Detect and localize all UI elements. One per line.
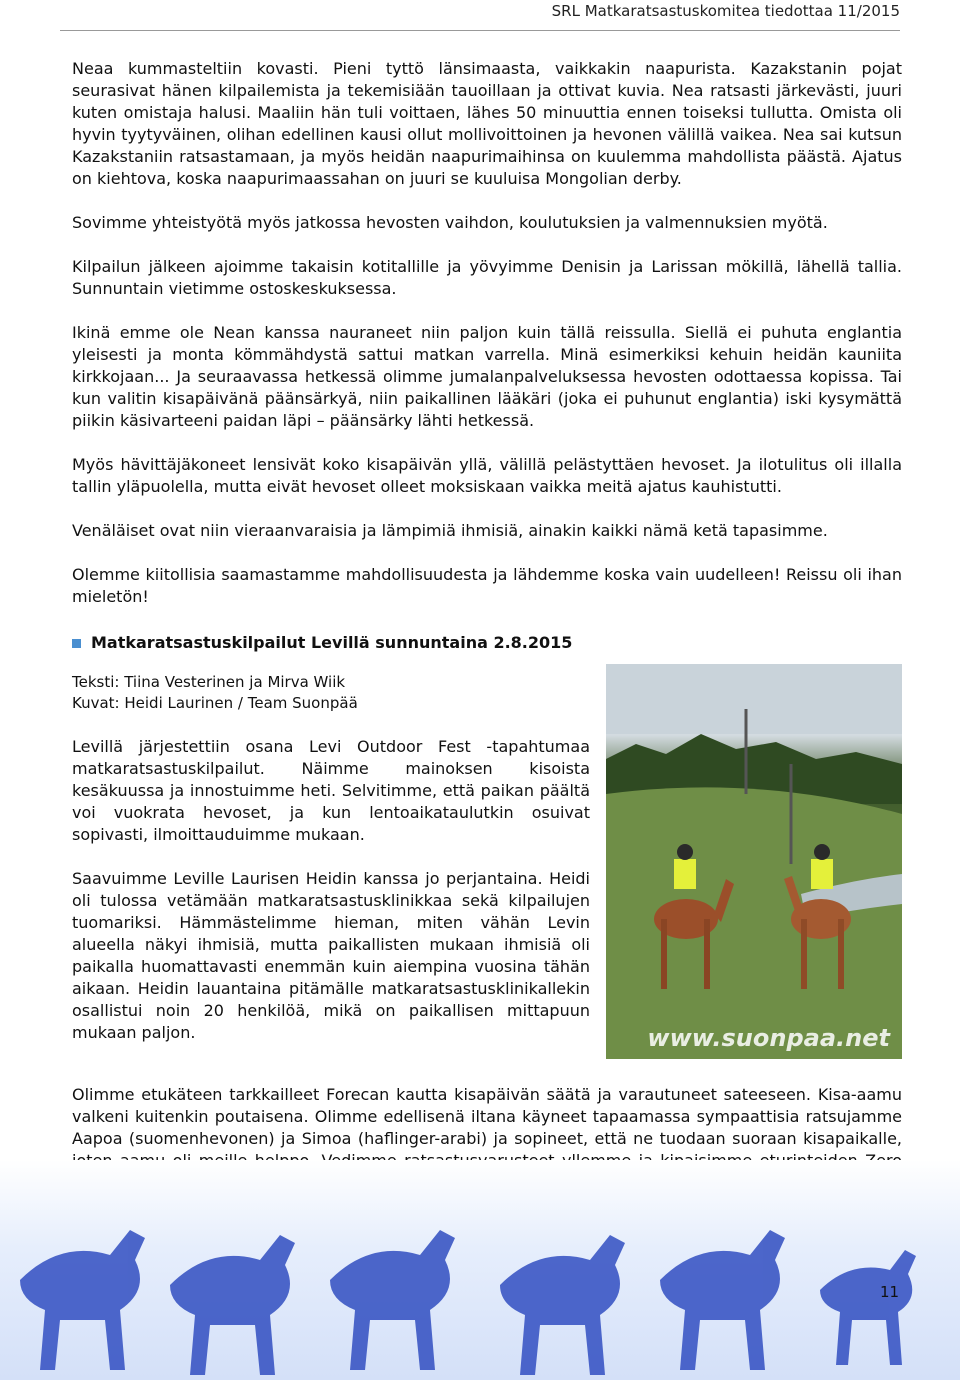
paragraph: Saavuimme Leville Laurisen Heidin kanssa jo perjantaina. Heidi oli tulossa vetämään matkaratsastusklinikkaa sekä kilpailujen tuomariksi. Hämmästelimme hieman, miten vähän Levin alueella näkyi ihmisiä, mutta paikallisten mukaan ihmisiä oli paikalla huomattavasti enemmän kuin aiempina vuosina tähän aikaan. Heidin lauantaina pitämälle matkaratsastusklinikallekin osallistui noin 20 henkilöä, mikä on paikallisen mittapuun mukaan paljon. — [72, 869, 590, 1042]
footer-decoration — [0, 1160, 960, 1380]
credits — [72, 672, 590, 714]
credit-photos: Kuvat: Heidi Laurinen / Team Suonpää — [72, 694, 358, 712]
paragraph: Levillä järjestettiin osana Levi Outdoor Fest -tapahtumaa matkaratsastuskilpailut. Näimme mainoksen kisoista kesäkuussa ja innostuimme heti. Selvitimme, että paikan päältä voi vuokrata hevoset, ja kun lentoaikataulutkin osuivat sopivasti, ilmoittauduimme mukaan. — [72, 737, 590, 844]
page-header: SRL Matkaratsastuskomitea tiedottaa 11/2015 — [551, 2, 900, 20]
paragraph: Sovimme yhteistyötä myös jatkossa hevosten vaihdon, koulutuksien ja valmennuksien myötä. — [72, 213, 828, 232]
section-title: Matkaratsastuskilpailut Levillä sunnuntaina 2.8.2015 — [91, 633, 573, 652]
horse-silhouettes-icon — [0, 1160, 960, 1380]
two-column-block — [72, 672, 902, 1066]
header-rule — [60, 30, 900, 31]
paragraph: Olemme kiitollisia saamastamme mahdollisuudesta ja lähdemme koska vain uudelleen! Reissu oli ihan mieletön! — [72, 565, 902, 606]
paragraph: Kilpailun jälkeen ajoimme takaisin kotitallille ja yövyimme Denisin ja Larissan mökillä, lähellä tallia. Sunnuntain vietimme ostoskeskuksessa. — [72, 257, 902, 298]
paragraph: Venäläiset ovat niin vieraanvaraisia ja lämpimiä ihmisiä, ainakin kaikki nämä ketä tapasimme. — [72, 521, 828, 540]
credit-text: Teksti: Tiina Vesterinen ja Mirva Wiik — [72, 673, 346, 691]
paragraph: Myös hävittäjäkoneet lensivät koko kisapäivän yllä, välillä pelästyttäen hevoset. Ja ilotulitus oli illalla tallin yläpuolella, mutta eivät hevoset olleet moksiskaan vaikka meitä ajatus kauhistutti. — [72, 455, 902, 496]
paragraph: Neaa kummasteltiin kovasti. Pieni tyttö länsimaasta, vaikkakin naapurista. Kazakstanin pojat seurasivat hänen kilpailemista ja tekemisiään tauoillaan ja ottivat kuvia. Nea ratsasti järkevästi, juuri kuten omistaja halusi. Maaliin hän tuli voittaen, lähes 50 minuuttia ennen toiseksi tullutta. Omista oli hyvin tyytyväinen, olihan edellinen kausi ollut mollivoittoinen ja hevonen välillä vaikea. Nea sai kutsun Kazakstaniin ratsastamaan, ja myös heidän naapurimaihinsa on kuulemma mahdollista päästä. Ajatus on kiehtova, koska naapurimaassahan on juuri se kuuluisa Mongolian derby. — [72, 59, 902, 188]
paragraph: Olimme etukäteen tarkkailleet Forecan kautta kisapäivän säätä ja varautuneet sateeseen. Kisa-aamu valkeni kuitenkin poutaisena. Olimme edellisenä iltana käyneet tapaamassa sympaattisia ratsujamme Aapoa (suomenhevonen) ja Simoa (haflinger-arabi) ja sopineet, että ne tuodaan suoraan kisapaikalle, — [72, 1085, 902, 1148]
riders-photo — [606, 664, 902, 1059]
left-column — [72, 672, 590, 1066]
article-body — [72, 58, 902, 1216]
section-heading — [72, 632, 902, 654]
riders-photo-illustration — [606, 664, 902, 1059]
page-number: 11 — [880, 1283, 900, 1301]
square-bullet-icon — [72, 639, 81, 648]
photo-watermark: www.suonpaa.net — [647, 1024, 890, 1052]
paragraph: Ikinä emme ole Nean kanssa nauraneet niin paljon kuin tällä reissulla. Siellä ei puhuta englantia yleisesti ja monta kömmähdystä sattui matkan varrella. Minä esimerkiksi kehuin heidän kauniita kirkkojaan... Ja seuraavassa hetkessä olimme jumalanpalveluksessa hevosten odottaessa kopissa. Tai kun valitin kisapäivänä päänsärkyä, niin paikallinen lääkäri (joka ei puhunut englantia) iski kysymättä piikin käsivarteeni paidan läpi – päänsärky lähti hetkessä. — [72, 323, 902, 430]
